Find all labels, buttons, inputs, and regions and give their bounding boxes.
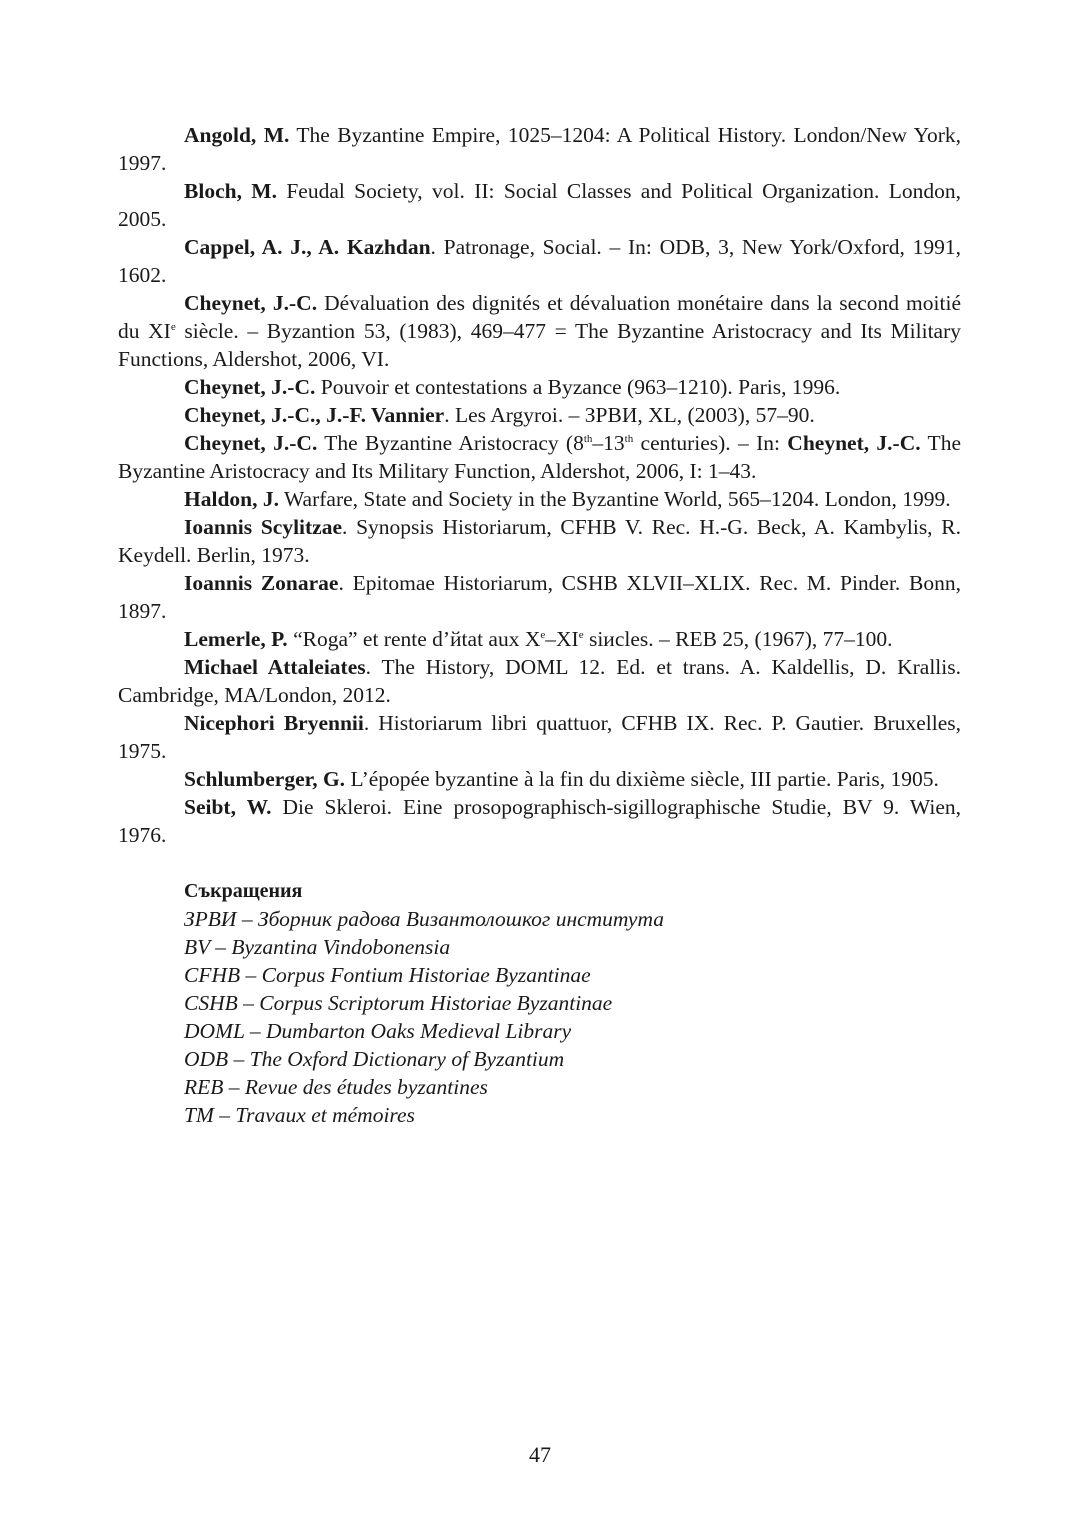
bib-author: Cheynet, J.-C., J.-F. Vannier — [184, 403, 445, 427]
bib-entry — [118, 793, 961, 849]
bib-author: Cheynet, J.-C. — [184, 291, 318, 315]
bib-entry — [118, 373, 961, 401]
bib-author: Ioannis Scylitzae — [184, 515, 343, 539]
bib-author: Cheynet, J.-C. — [787, 431, 921, 455]
bib-entry — [118, 653, 961, 709]
bib-text: . Historiarum libri quattuor, CFHB IX. Rec. P. Gautier. Bruxelles, 1975. — [118, 711, 961, 763]
bib-entry — [118, 513, 961, 569]
abbreviation-item: BV – Byzantina Vindobonensia — [184, 935, 451, 959]
bib-text: –13 — [592, 431, 625, 455]
bib-text: . Les Argyroi. – ЗРВИ, XL, (2003), 57–90. — [444, 403, 815, 427]
abbreviation-item: CFHB – Corpus Fontium Historiae Byzantinae — [184, 963, 591, 987]
bib-superscript: e — [578, 628, 584, 641]
bib-text: –XI — [545, 627, 579, 651]
bib-text: . Patronage, Social. – In: ODB, 3, New York/Oxford, 1991, 1602. — [118, 235, 962, 287]
bib-author: Seibt, W. — [184, 795, 272, 819]
bib-superscript: e — [540, 628, 546, 641]
bib-author: Ioannis Zonarae — [184, 571, 339, 595]
bib-entry — [118, 709, 961, 765]
bib-superscript: e — [170, 320, 176, 333]
bib-text: Feudal Society, vol. II: Social Classes and Political Organization. London, 2005. — [118, 179, 962, 231]
bib-entry — [118, 485, 961, 513]
bib-text: . The History, DOML 12. Ed. et trans. A. Kaldellis, D. Krallis. Cambridge, MA/London, 2012. — [118, 655, 961, 707]
bibliography — [118, 121, 961, 849]
abbreviation-item: TM – Travaux et mémoires — [184, 1103, 415, 1127]
bib-text: Die Skleroi. Eine prosopographisch-sigillographische Studie, BV 9. Wien, 1976. — [118, 795, 961, 847]
bib-superscript: th — [624, 432, 634, 445]
bib-text: The Byzantine Aristocracy and Its Military Function, Aldershot, 2006, I: 1–43. — [118, 431, 961, 483]
bib-entry — [118, 289, 961, 373]
bib-author: Haldon, J. — [184, 487, 279, 511]
bib-superscript: th — [583, 432, 593, 445]
bib-text: The Byzantine Empire, 1025–1204: A Political History. London/New York, 1997. — [118, 123, 961, 175]
bib-text: siиcles. – REB 25, (1967), 77–100. — [583, 627, 893, 651]
bib-text: The Byzantine Aristocracy (8 — [317, 431, 584, 455]
bib-entry — [118, 233, 961, 289]
bib-author: Angold, M. — [184, 123, 290, 147]
abbreviation-item: ODB – The Oxford Dictionary of Byzantium — [184, 1047, 565, 1071]
bib-entry — [118, 765, 961, 793]
abbreviation-item: ЗРВИ – Зборник радова Византолошког института — [184, 907, 665, 931]
bib-text: L’épopée byzantine à la fin du dixième siècle, III partie. Paris, 1905. — [345, 767, 939, 791]
bib-entry — [118, 401, 961, 429]
bib-author: Lemerle, P. — [184, 627, 288, 651]
bib-author: Bloch, M. — [184, 179, 277, 203]
abbreviations-section — [118, 877, 961, 1129]
bib-entry — [118, 177, 961, 233]
abbreviations-title: Съкращения — [184, 880, 303, 902]
bib-text: Dévaluation des dignités et dévaluation monétaire dans la second moitié du XI — [118, 291, 961, 343]
abbreviation-item: DOML – Dumbarton Oaks Medieval Library — [184, 1019, 572, 1043]
bib-author: Schlumberger, G. — [184, 767, 346, 791]
bib-author: Cheynet, J.-C. — [184, 431, 318, 455]
bib-author: Cappel, A. J., A. Kazhdan — [184, 235, 431, 259]
bib-entry — [118, 569, 961, 625]
bib-text: . Synopsis Historiarum, CFHB V. Rec. H.-G. Beck, A. Kambylis, R. Keydell. Berlin, 1973. — [118, 515, 961, 567]
bib-text: . Epitomae Historiarum, CSHB XLVII–XLIX. Rec. M. Pinder. Bonn, 1897. — [118, 571, 961, 623]
bib-author: Cheynet, J.-C. — [184, 375, 316, 399]
bib-text: siècle. – Byzantion 53, (1983), 469–477 = The Byzantine Aristocracy and Its Military Functions, Aldershot, 2006, VI. — [118, 319, 962, 371]
page-body — [118, 121, 961, 1129]
bib-text: Pouvoir et contestations a Byzance (963–1210). Paris, 1996. — [315, 375, 841, 399]
page-number: 47 — [529, 1442, 551, 1467]
bib-entry — [118, 121, 961, 177]
bib-entry — [118, 429, 961, 485]
abbreviation-item: REB – Revue des études byzantines — [184, 1075, 488, 1099]
bib-author: Michael Attaleiates — [184, 655, 366, 679]
bib-text: centuries). – In: — [633, 431, 788, 455]
bib-author: Nicephori Bryennii — [184, 711, 364, 735]
bib-entry — [118, 625, 961, 653]
bib-text: “Roga” et rente d’йtat aux X — [287, 627, 541, 651]
bib-text: Warfare, State and Society in the Byzantine World, 565–1204. London, 1999. — [279, 487, 951, 511]
abbreviation-item: CSHB – Corpus Scriptorum Historiae Byzantinae — [184, 991, 613, 1015]
